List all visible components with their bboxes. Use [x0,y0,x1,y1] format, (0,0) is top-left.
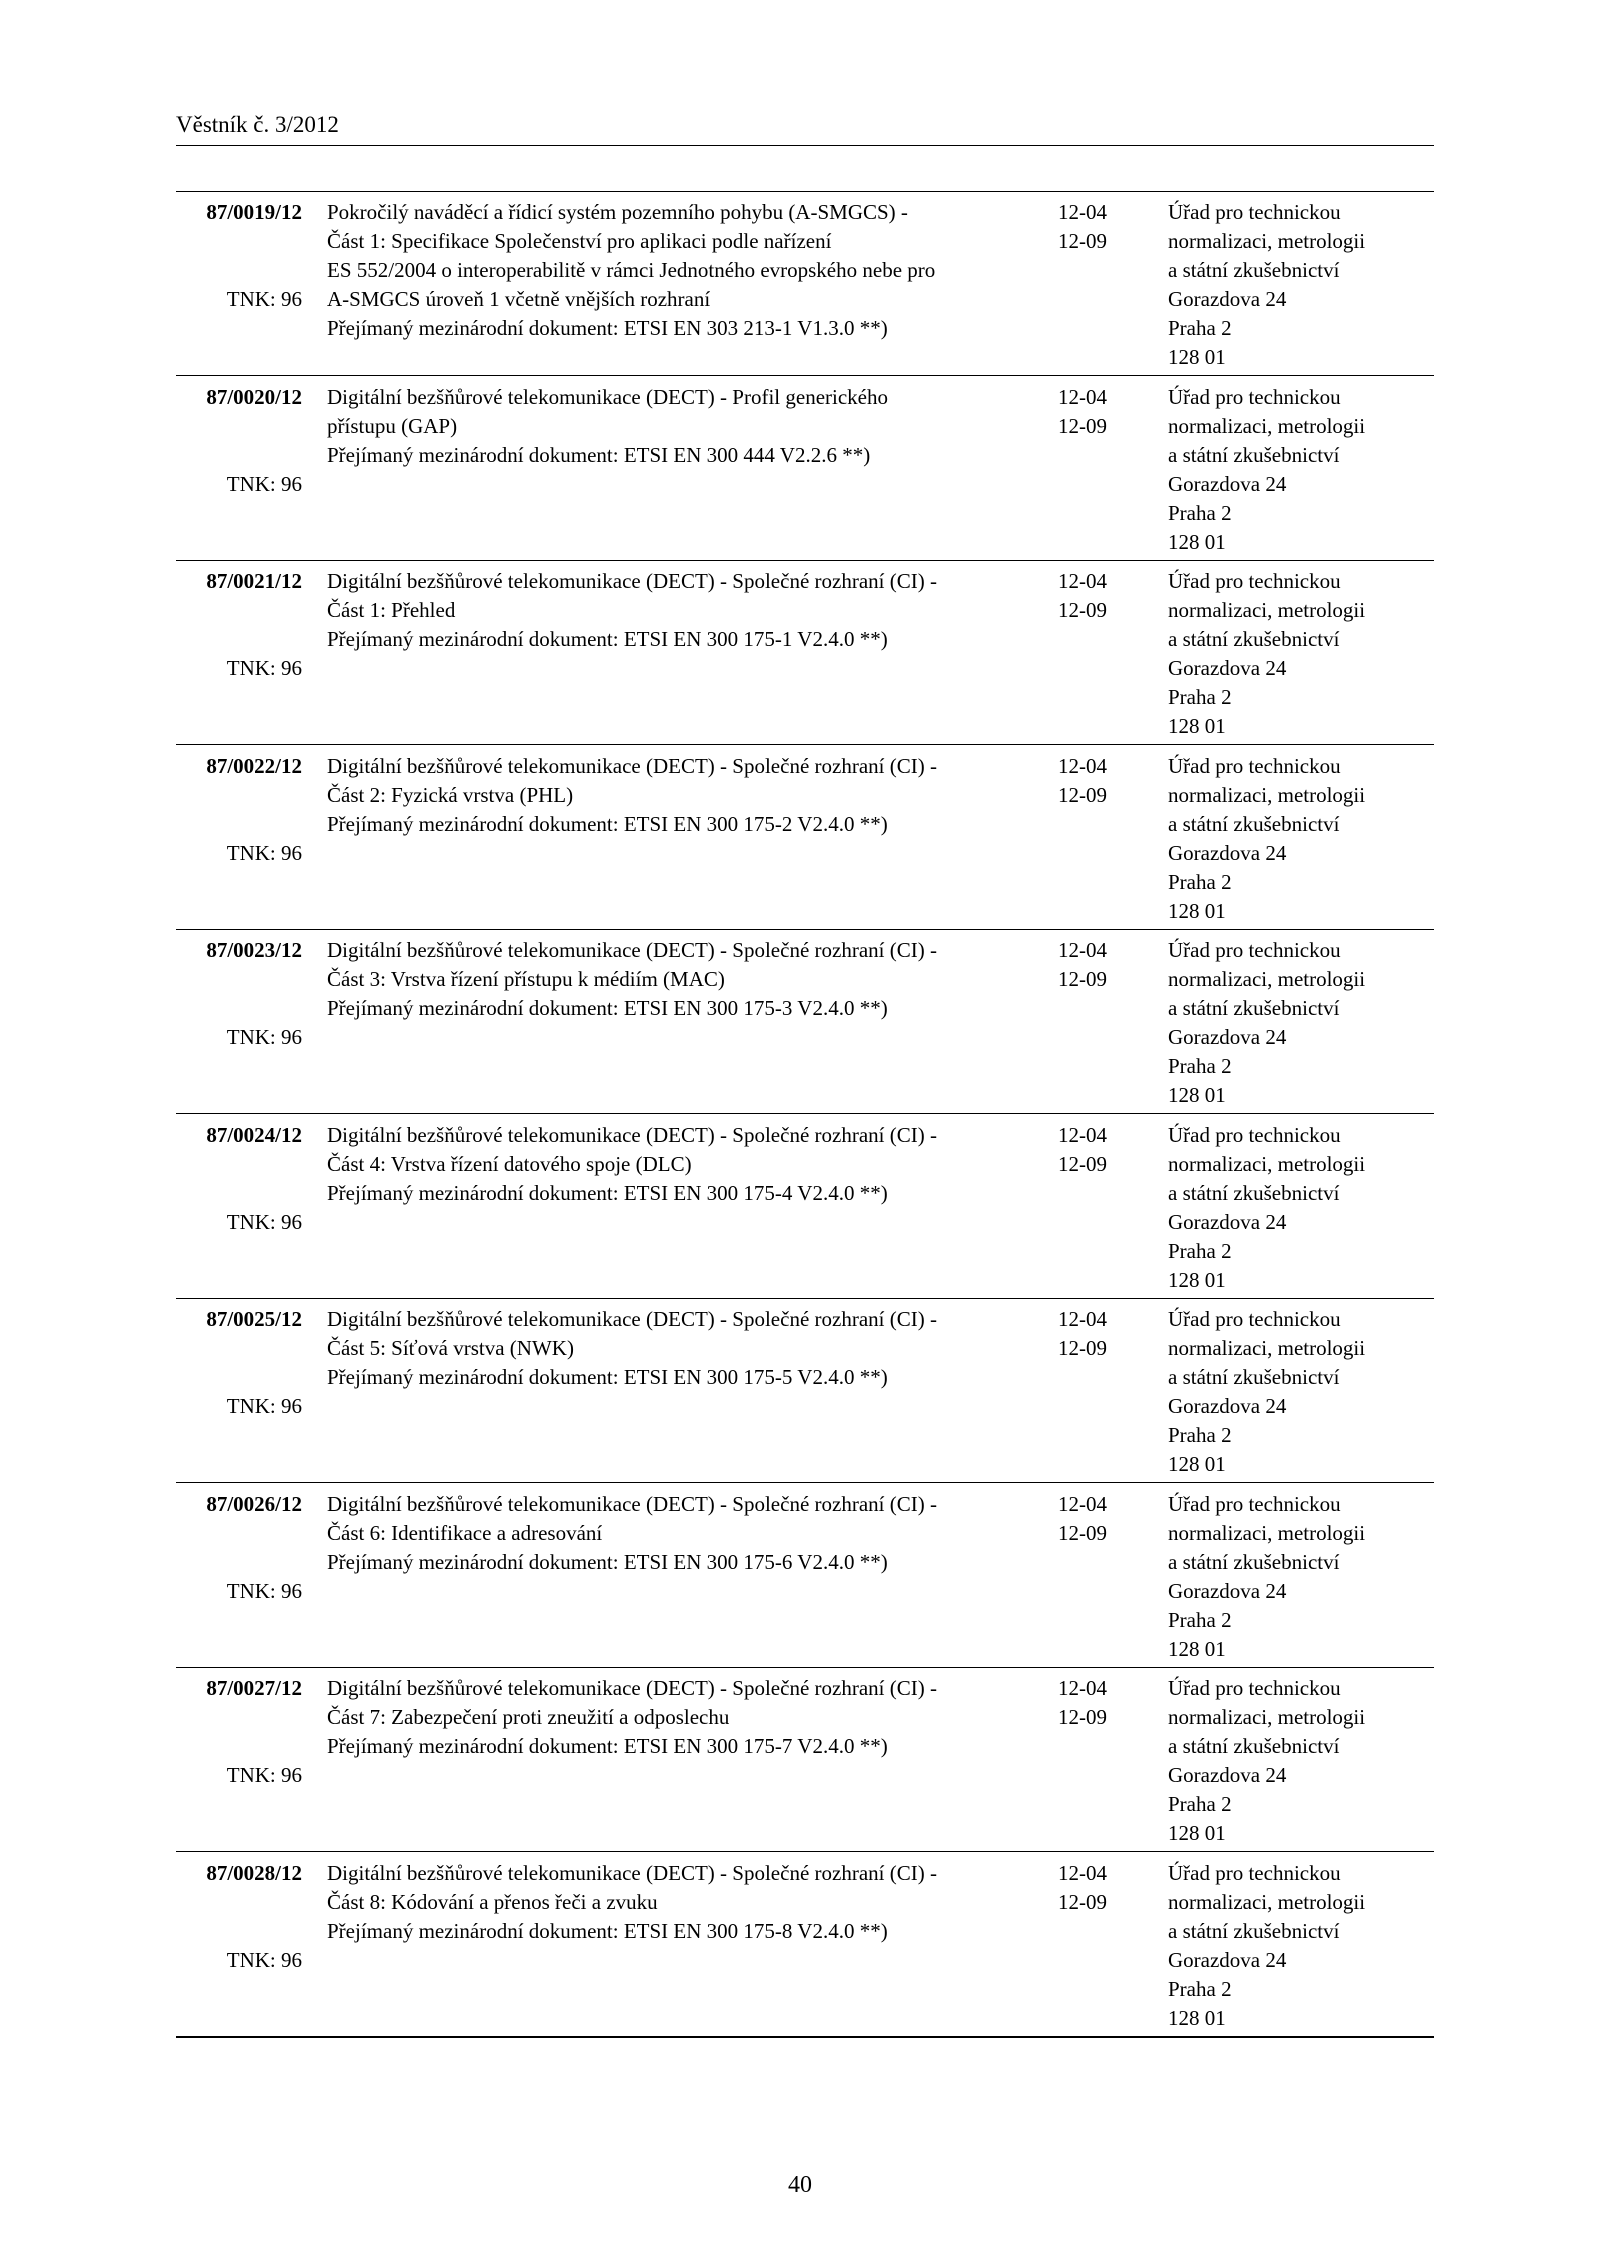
address-cell [1168,1305,1428,1479]
standard-title-line: přístupu (GAP) [327,413,458,438]
address-line: Úřad pro technickou [1168,384,1341,409]
standard-title [327,1490,1047,1577]
date-value: 12-04 [1058,753,1107,778]
tnk-label: TNK: 96 [226,656,302,680]
address-line: normalizaci, metrologii [1168,1151,1366,1176]
page-number: 40 [788,2172,812,2198]
notice-code: 87/0024/12 [206,1122,302,1147]
tnk-label: TNK: 96 [226,1394,302,1418]
address-line: a státní zkušebnictví [1168,627,1340,651]
standard-title-line: Část 2: Fyzická vrstva (PHL) [327,782,574,807]
standard-title-line: Část 1: Specifikace Společenství pro aplikaci podle nařízení [327,229,832,253]
address-line: Gorazdova 24 [1168,1578,1287,1603]
standard-title [327,1674,1047,1761]
table-row [176,377,1434,561]
address-cell [1168,1859,1428,2033]
tnk-label: TNK: 96 [226,1578,302,1603]
notice-code: 87/0025/12 [206,1307,302,1331]
address-line: normalizaci, metrologii [1168,598,1366,622]
address-line: normalizaci, metrologii [1168,1889,1366,1914]
address-line: 128 01 [1168,1636,1226,1661]
notice-code: 87/0023/12 [206,938,302,962]
standard-title-line: Přejímaný mezinárodní dokument: ETSI EN 300 175-4 V2.4.0 **) [327,1180,888,1205]
date-value: 12-09 [1058,229,1107,253]
address-line: Praha 2 [1168,1238,1232,1263]
notice-code: 87/0028/12 [206,1860,302,1885]
dates-cell [1058,567,1138,625]
address-cell [1168,752,1428,926]
address-line: Úřad pro technickou [1168,1491,1341,1516]
date-value: 12-09 [1058,598,1107,622]
address-line: a státní zkušebnictví [1168,1734,1340,1758]
address-line: Úřad pro technickou [1168,1860,1341,1885]
dates-cell [1058,1674,1138,1732]
table-row [176,1484,1434,1668]
standard-title-line: Digitální bezšňůrové telekomunikace (DECT) - Společné rozhraní (CI) - [327,1860,937,1885]
date-value: 12-04 [1058,1307,1107,1331]
address-line: Úřad pro technickou [1168,1122,1341,1147]
table-row [176,746,1434,930]
address-cell [1168,1490,1428,1664]
standard-title-line: Přejímaný mezinárodní dokument: ETSI EN 300 175-2 V2.4.0 **) [327,811,888,836]
address-cell [1168,1121,1428,1295]
standard-title-line: Přejímaný mezinárodní dokument: ETSI EN 300 175-6 V2.4.0 **) [327,1549,888,1574]
standard-title-line: Část 3: Vrstva řízení přístupu k médiím (MAC) [327,967,725,991]
tnk-label: TNK: 96 [226,1209,302,1234]
tnk-label: TNK: 96 [226,287,302,311]
address-line: Praha 2 [1168,1976,1232,2001]
address-cell [1168,383,1428,557]
standard-title-line: Digitální bezšňůrové telekomunikace (DECT) - Společné rozhraní (CI) - [327,1676,937,1700]
dates-cell [1058,936,1138,994]
standard-title-line: Digitální bezšňůrové telekomunikace (DECT) - Společné rozhraní (CI) - [327,1122,937,1147]
address-line: normalizaci, metrologii [1168,1520,1366,1545]
table-row [176,1668,1434,1852]
address-line: 128 01 [1168,714,1226,738]
standard-title-line: Část 7: Zabezpečení proti zneužití a odposlechu [327,1705,730,1729]
dates-cell [1058,1859,1138,1917]
notice-code: 87/0022/12 [206,753,302,778]
standard-title [327,198,1047,343]
date-value: 12-09 [1058,782,1107,807]
address-line: Gorazdova 24 [1168,656,1287,680]
standard-title-line: Přejímaný mezinárodní dokument: ETSI EN 303 213-1 V1.3.0 **) [327,316,888,340]
address-line: a státní zkušebnictví [1168,258,1340,282]
notice-code: 87/0026/12 [206,1491,302,1516]
table-row [176,192,1434,376]
page-header-title: Věstník č. 3/2012 [176,112,339,137]
standard-title-line: Část 6: Identifikace a adresování [327,1520,603,1545]
address-line: Gorazdova 24 [1168,1209,1287,1234]
date-value: 12-09 [1058,1151,1107,1176]
address-line: normalizaci, metrologii [1168,782,1366,807]
address-line: Praha 2 [1168,869,1232,894]
tnk-label: TNK: 96 [226,840,302,865]
address-line: Praha 2 [1168,1607,1232,1632]
address-line: normalizaci, metrologii [1168,967,1366,991]
address-line: Gorazdova 24 [1168,287,1287,311]
tnk-label: TNK: 96 [226,1025,302,1049]
address-line: Gorazdova 24 [1168,1394,1287,1418]
table-row [176,1299,1434,1483]
dates-cell [1058,1305,1138,1363]
standard-title-line: Digitální bezšňůrové telekomunikace (DECT) - Společné rozhraní (CI) - [327,569,937,593]
date-value: 12-09 [1058,1705,1107,1729]
address-line: 128 01 [1168,1083,1226,1107]
date-value: 12-04 [1058,1860,1107,1885]
date-value: 12-04 [1058,1122,1107,1147]
address-line: a státní zkušebnictví [1168,1365,1340,1389]
address-line: Úřad pro technickou [1168,1676,1341,1700]
dates-cell [1058,752,1138,810]
date-value: 12-04 [1058,938,1107,962]
date-value: 12-04 [1058,1491,1107,1516]
date-value: 12-04 [1058,200,1107,224]
date-value: 12-09 [1058,1520,1107,1545]
address-line: a státní zkušebnictví [1168,996,1340,1020]
standard-title [327,1305,1047,1392]
address-line: normalizaci, metrologii [1168,413,1366,438]
standard-title-line: Pokročilý naváděcí a řídicí systém pozemního pohybu (A-SMGCS) - [327,200,908,224]
table-row [176,1115,1434,1299]
date-value: 12-04 [1058,384,1107,409]
address-line: Praha 2 [1168,1054,1232,1078]
address-line: 128 01 [1168,345,1226,369]
address-line: Úřad pro technickou [1168,569,1341,593]
notice-code: 87/0027/12 [206,1676,302,1700]
address-line: Praha 2 [1168,500,1232,525]
address-line: Gorazdova 24 [1168,840,1287,865]
dates-cell [1058,1121,1138,1179]
address-line: a státní zkušebnictví [1168,1918,1340,1943]
address-line: 128 01 [1168,529,1226,554]
address-line: 128 01 [1168,1452,1226,1476]
date-value: 12-09 [1058,967,1107,991]
standard-title-line: Digitální bezšňůrové telekomunikace (DECT) - Společné rozhraní (CI) - [327,938,937,962]
address-line: Gorazdova 24 [1168,1025,1287,1049]
notice-code: 87/0020/12 [206,384,302,409]
standard-title-line: Přejímaný mezinárodní dokument: ETSI EN 300 175-1 V2.4.0 **) [327,627,888,651]
standard-title-line: Přejímaný mezinárodní dokument: ETSI EN 300 444 V2.2.6 **) [327,442,871,467]
standard-title-line: Část 1: Přehled [327,598,456,622]
table-row [176,930,1434,1114]
notice-code: 87/0021/12 [206,569,302,593]
address-line: Praha 2 [1168,685,1232,709]
standard-title [327,1121,1047,1208]
header-divider [176,145,1434,146]
standard-title [327,936,1047,1023]
address-line: Praha 2 [1168,1792,1232,1816]
dates-cell [1058,383,1138,441]
tnk-label: TNK: 96 [226,1947,302,1972]
address-cell [1168,198,1428,372]
address-cell [1168,567,1428,741]
address-line: a státní zkušebnictví [1168,1180,1340,1205]
date-value: 12-04 [1058,569,1107,593]
notice-code: 87/0019/12 [206,200,302,224]
standard-title-line: Část 5: Síťová vrstva (NWK) [327,1336,574,1360]
address-line: Praha 2 [1168,316,1232,340]
address-line: Gorazdova 24 [1168,1947,1287,1972]
standard-title [327,383,1047,470]
standard-title-line: Digitální bezšňůrové telekomunikace (DECT) - Společné rozhraní (CI) - [327,753,937,778]
address-line: 128 01 [1168,2005,1226,2030]
dates-cell [1058,198,1138,256]
standard-title-line: ES 552/2004 o interoperabilitě v rámci Jednotného evropského nebe pro [327,258,936,282]
address-line: Gorazdova 24 [1168,1763,1287,1787]
address-line: a státní zkušebnictví [1168,811,1340,836]
date-value: 12-09 [1058,1336,1107,1360]
address-line: Úřad pro technickou [1168,753,1341,778]
standard-title-line: Digitální bezšňůrové telekomunikace (DECT) - Profil generického [327,384,888,409]
address-line: Gorazdova 24 [1168,471,1287,496]
standard-title-line: Digitální bezšňůrové telekomunikace (DECT) - Společné rozhraní (CI) - [327,1491,937,1516]
standard-title-line: Část 8: Kódování a přenos řeči a zvuku [327,1889,658,1914]
date-value: 12-04 [1058,1676,1107,1700]
address-line: Praha 2 [1168,1423,1232,1447]
standard-title [327,752,1047,839]
standard-title-line: Přejímaný mezinárodní dokument: ETSI EN 300 175-3 V2.4.0 **) [327,996,888,1020]
standard-title-line: Část 4: Vrstva řízení datového spoje (DLC) [327,1151,692,1176]
address-line: normalizaci, metrologii [1168,1336,1366,1360]
standard-title-line: A-SMGCS úroveň 1 včetně vnějších rozhraní [327,287,711,311]
standard-title-line: Přejímaný mezinárodní dokument: ETSI EN 300 175-8 V2.4.0 **) [327,1918,888,1943]
address-line: normalizaci, metrologii [1168,1705,1366,1729]
date-value: 12-09 [1058,413,1107,438]
address-line: Úřad pro technickou [1168,200,1341,224]
standard-title-line: Přejímaný mezinárodní dokument: ETSI EN 300 175-7 V2.4.0 **) [327,1734,888,1758]
address-line: Úřad pro technickou [1168,1307,1341,1331]
dates-cell [1058,1490,1138,1548]
tnk-label: TNK: 96 [226,1763,302,1787]
standard-title-line: Digitální bezšňůrové telekomunikace (DECT) - Společné rozhraní (CI) - [327,1307,937,1331]
address-line: normalizaci, metrologii [1168,229,1366,253]
table-row [176,1853,1434,2038]
standard-title-line: Přejímaný mezinárodní dokument: ETSI EN 300 175-5 V2.4.0 **) [327,1365,888,1389]
table-row [176,561,1434,745]
address-cell [1168,1674,1428,1848]
address-line: a státní zkušebnictví [1168,442,1340,467]
address-cell [1168,936,1428,1110]
tnk-label: TNK: 96 [226,471,302,496]
date-value: 12-09 [1058,1889,1107,1914]
address-line: 128 01 [1168,1821,1226,1845]
standard-title [327,567,1047,654]
address-line: 128 01 [1168,1267,1226,1292]
address-line: 128 01 [1168,898,1226,923]
address-line: Úřad pro technickou [1168,938,1341,962]
standard-title [327,1859,1047,1946]
address-line: a státní zkušebnictví [1168,1549,1340,1574]
